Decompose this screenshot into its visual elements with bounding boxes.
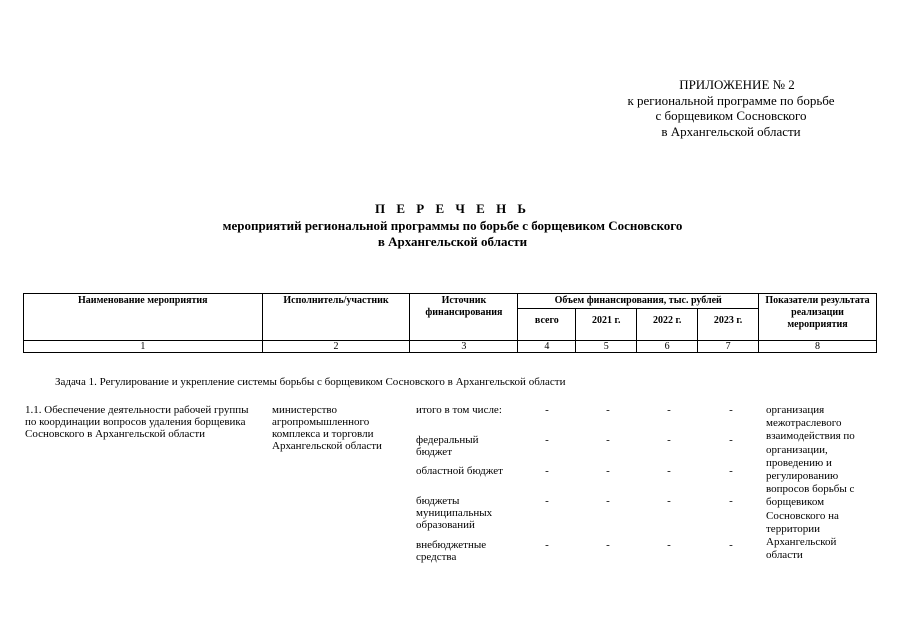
activity-name: 1.1. Обеспечение деятельности рабочей группы по координации вопросов удаления борщевика Сосновского в Архангельской области <box>25 404 249 440</box>
value-total: - <box>545 495 549 507</box>
col-number: 5 <box>576 341 637 353</box>
value-total: - <box>545 539 549 551</box>
value-2021: - <box>606 404 610 416</box>
program-table-header <box>23 293 877 353</box>
source-label: бюджеты муниципальных образований <box>416 495 493 531</box>
value-2023: - <box>729 495 733 507</box>
document-subtitle-region: в Архангельской области <box>377 234 528 249</box>
value-2021: - <box>606 539 610 551</box>
source-label: областной бюджет <box>416 465 503 477</box>
value-total: - <box>545 465 549 477</box>
document-title: П Е Р Е Ч Е Н Ь <box>374 201 531 216</box>
activity-indicator: организация межотраслевого взаимодействия по организации, проведению и регулированию вопросов борьбы с борщевиком Сосновского на территории Архангельской области <box>766 404 855 562</box>
value-2022: - <box>667 434 671 446</box>
value-2023: - <box>729 539 733 551</box>
col-header-executor: Исполнитель/участник <box>262 294 410 341</box>
col-number: 1 <box>24 341 263 353</box>
value-2021: - <box>606 434 610 446</box>
source-label: федеральный бюджет <box>416 434 479 458</box>
value-2022: - <box>667 404 671 416</box>
appendix-line: к региональной программе по борьбе <box>627 92 835 108</box>
col-number: 4 <box>518 341 576 353</box>
col-header-2023: 2023 г. <box>698 309 759 341</box>
col-header-total: всего <box>518 309 576 341</box>
col-number: 7 <box>698 341 759 353</box>
source-label: итого в том числе: <box>416 404 502 416</box>
col-header-indicators: Показатели результата реализации мероприятия <box>759 294 877 341</box>
col-number: 6 <box>637 341 698 353</box>
col-header-name: Наименование мероприятия <box>24 294 263 341</box>
value-total: - <box>545 404 549 416</box>
task-heading: Задача 1. Регулирование и укрепление системы борьбы с борщевиком Сосновского в Архангельской области <box>55 376 566 388</box>
value-2023: - <box>729 434 733 446</box>
value-2022: - <box>667 465 671 477</box>
value-2021: - <box>606 465 610 477</box>
col-header-volume: Объем финансирования, тыс. рублей <box>518 294 759 309</box>
appendix-title: ПРИЛОЖЕНИЕ № 2 <box>679 77 795 92</box>
value-2021: - <box>606 495 610 507</box>
value-2022: - <box>667 539 671 551</box>
value-total: - <box>545 434 549 446</box>
col-header-source: Источник финансирования <box>410 294 518 341</box>
col-number: 2 <box>262 341 410 353</box>
col-number: 8 <box>759 341 877 353</box>
appendix-line: в Архангельской области <box>661 123 801 139</box>
col-number: 3 <box>410 341 518 353</box>
col-header-2021: 2021 г. <box>576 309 637 341</box>
appendix-line: с борщевиком Сосновского <box>655 108 807 123</box>
value-2023: - <box>729 465 733 477</box>
activity-executor: министерство агропромышленного комплекса и торговли Архангельской области <box>272 404 382 452</box>
appendix-block <box>581 77 881 139</box>
col-header-2022: 2022 г. <box>637 309 698 341</box>
document-subtitle: мероприятий региональной программы по борьбе с борщевиком Сосновского <box>222 218 683 233</box>
source-label: внебюджетные средства <box>416 539 487 563</box>
value-2023: - <box>729 404 733 416</box>
value-2022: - <box>667 495 671 507</box>
